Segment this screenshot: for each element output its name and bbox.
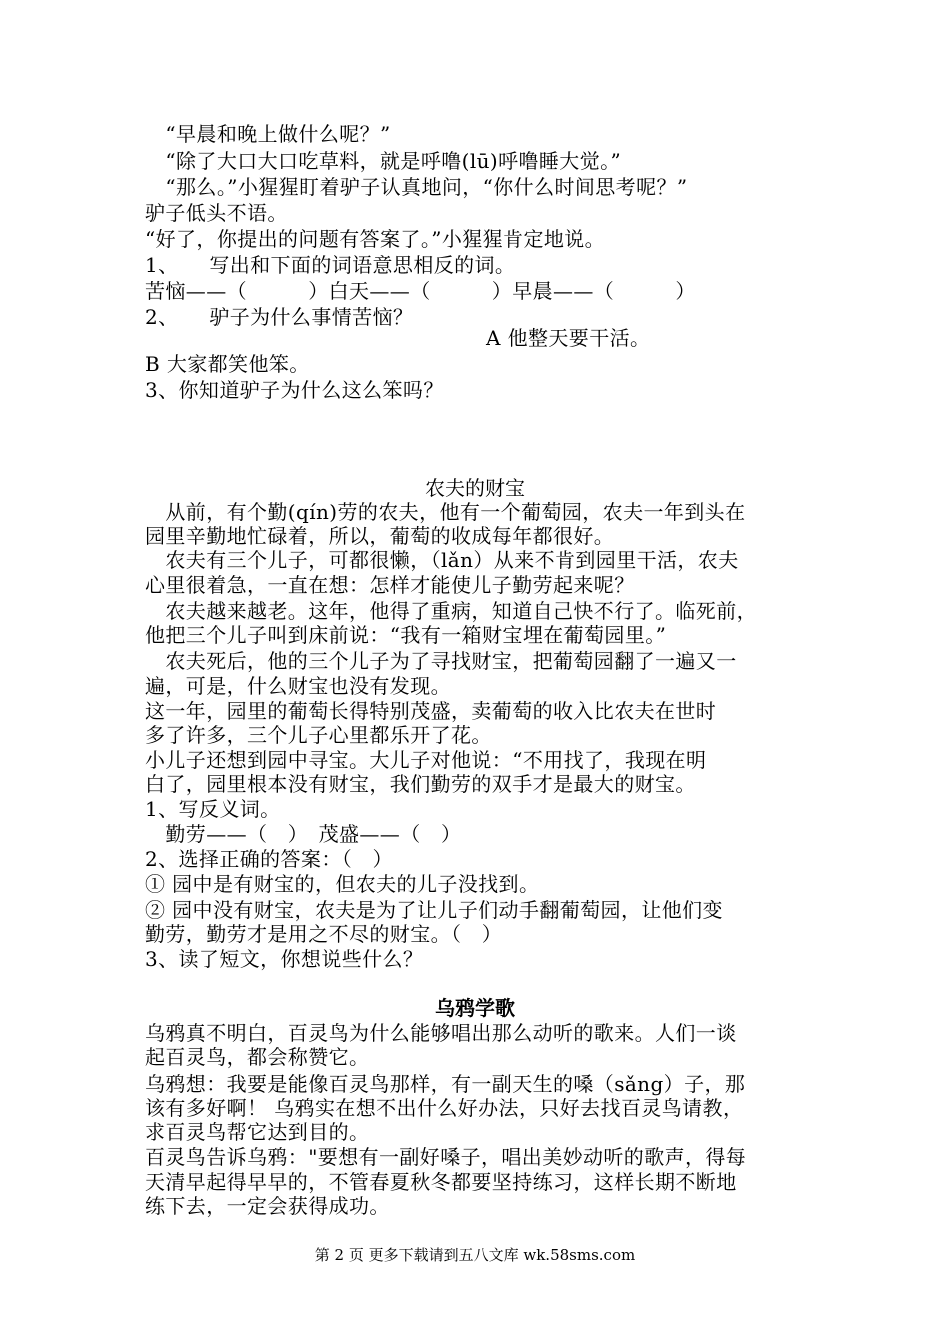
paragraph-line: 小儿子还想到园中寻宝。大儿子对他说：“不用找了，我现在明 (145, 748, 707, 772)
paragraph-line: “早晨和晚上做什么呢？” (145, 122, 391, 146)
option-1: ① 园中是有财宝的，但农夫的儿子没找到。 (145, 872, 540, 896)
paragraph-line: 百灵鸟告诉乌鸦："要想有一副好嗓子，唱出美妙动听的歌声，得每 (145, 1145, 747, 1169)
paragraph-line: 农夫有三个儿子，可都很懒，（lǎn）从来不肯到园里干活，农夫 (145, 548, 739, 572)
option-2: ② 园中没有财宝，农夫是为了让儿子们动手翻葡萄园，让他们变 (145, 898, 723, 922)
question-2: 2、选择正确的答案：（ ） (145, 847, 393, 871)
paragraph-line: 起百灵鸟，都会称赞它。 (145, 1045, 370, 1069)
paragraph-line: 练下去，一定会获得成功。 (145, 1194, 390, 1218)
paragraph-line: 该有多好啊！ 乌鸦实在想不出什么好办法，只好去找百灵鸟请教， (145, 1096, 744, 1120)
page-footer: 第 2 页 更多下载请到五八文库 wk.58sms.com (314, 1246, 636, 1264)
question-3: 3、读了短文，你想说些什么？ (145, 947, 424, 971)
paragraph-line: 这一年，园里的葡萄长得特别茂盛，卖葡萄的收入比农夫在世时 (145, 699, 717, 723)
option-2-cont: 勤劳，勤劳才是用之不尽的财宝。（ ） (145, 922, 503, 946)
paragraph-line: 农夫死后，他的三个儿子为了寻找财宝，把葡萄园翻了一遍又一 (145, 649, 737, 673)
paragraph-line: 求百灵鸟帮它达到目的。 (145, 1120, 370, 1144)
paragraph-line: 他把三个儿子叫到床前说：“我有一箱财宝埋在葡萄园里。” (145, 623, 667, 647)
question-2: 2、 驴子为什么事情苦恼？ (145, 305, 414, 329)
question-3: 3、你知道驴子为什么这么笨吗？ (145, 378, 444, 402)
paragraph-line: “好了，你提出的问题有答案了。”小猩猩肯定地说。 (145, 227, 606, 251)
paragraph-line: 农夫越来越老。这年，他得了重病，知道自己快不行了。临死前， (145, 599, 757, 623)
paragraph-line: 心里很着急，一直在想：怎样才能使儿子勤劳起来呢？ (145, 573, 635, 597)
question-1-blanks: 勤劳——（ ） 茂盛——（ ） (145, 822, 462, 846)
paragraph-line: 乌鸦想：我要是能像百灵鸟那样，有一副天生的嗓（sǎng）子，那 (145, 1072, 746, 1096)
question-1-blanks: 苦恼——（ ）白天——（ ）早晨——（ ） (145, 279, 696, 303)
story-title: 乌鸦学歌 (435, 996, 515, 1020)
story-title: 农夫的财宝 (425, 476, 525, 500)
paragraph-line: “那么。”小猩猩盯着驴子认真地问，“你什么时间思考呢？” (145, 175, 688, 199)
paragraph-line: 乌鸦真不明白，百灵鸟为什么能够唱出那么动听的歌来。人们一谈 (145, 1021, 737, 1045)
paragraph-line: “除了大口大口吃草料，就是呼噜(lū)呼噜睡大觉。” (145, 149, 622, 173)
paragraph-line: 遍，可是，什么财宝也没有发现。 (145, 674, 451, 698)
paragraph-line: 天清早起得早早的，不管春夏秋冬都要坚持练习，这样长期不断地 (145, 1170, 737, 1194)
paragraph-line: 从前，有个勤(qín)劳的农夫，他有一个葡萄园，农夫一年到头在 (145, 500, 746, 524)
question-1: 1、 写出和下面的词语意思相反的词。 (145, 253, 516, 277)
paragraph-line: 园里辛勤地忙碌着，所以，葡萄的收成每年都很好。 (145, 524, 615, 548)
paragraph-line: 驴子低头不语。 (145, 201, 288, 225)
question-1: 1、写反义词。 (145, 797, 281, 821)
option-b: B 大家都笑他笨。 (145, 352, 310, 376)
paragraph-line: 白了，园里根本没有财宝，我们勤劳的双手才是最大的财宝。 (145, 772, 696, 796)
option-a: A 他整天要干活。 (486, 326, 651, 350)
paragraph-line: 多了许多，三个儿子心里都乐开了花。 (145, 723, 492, 747)
